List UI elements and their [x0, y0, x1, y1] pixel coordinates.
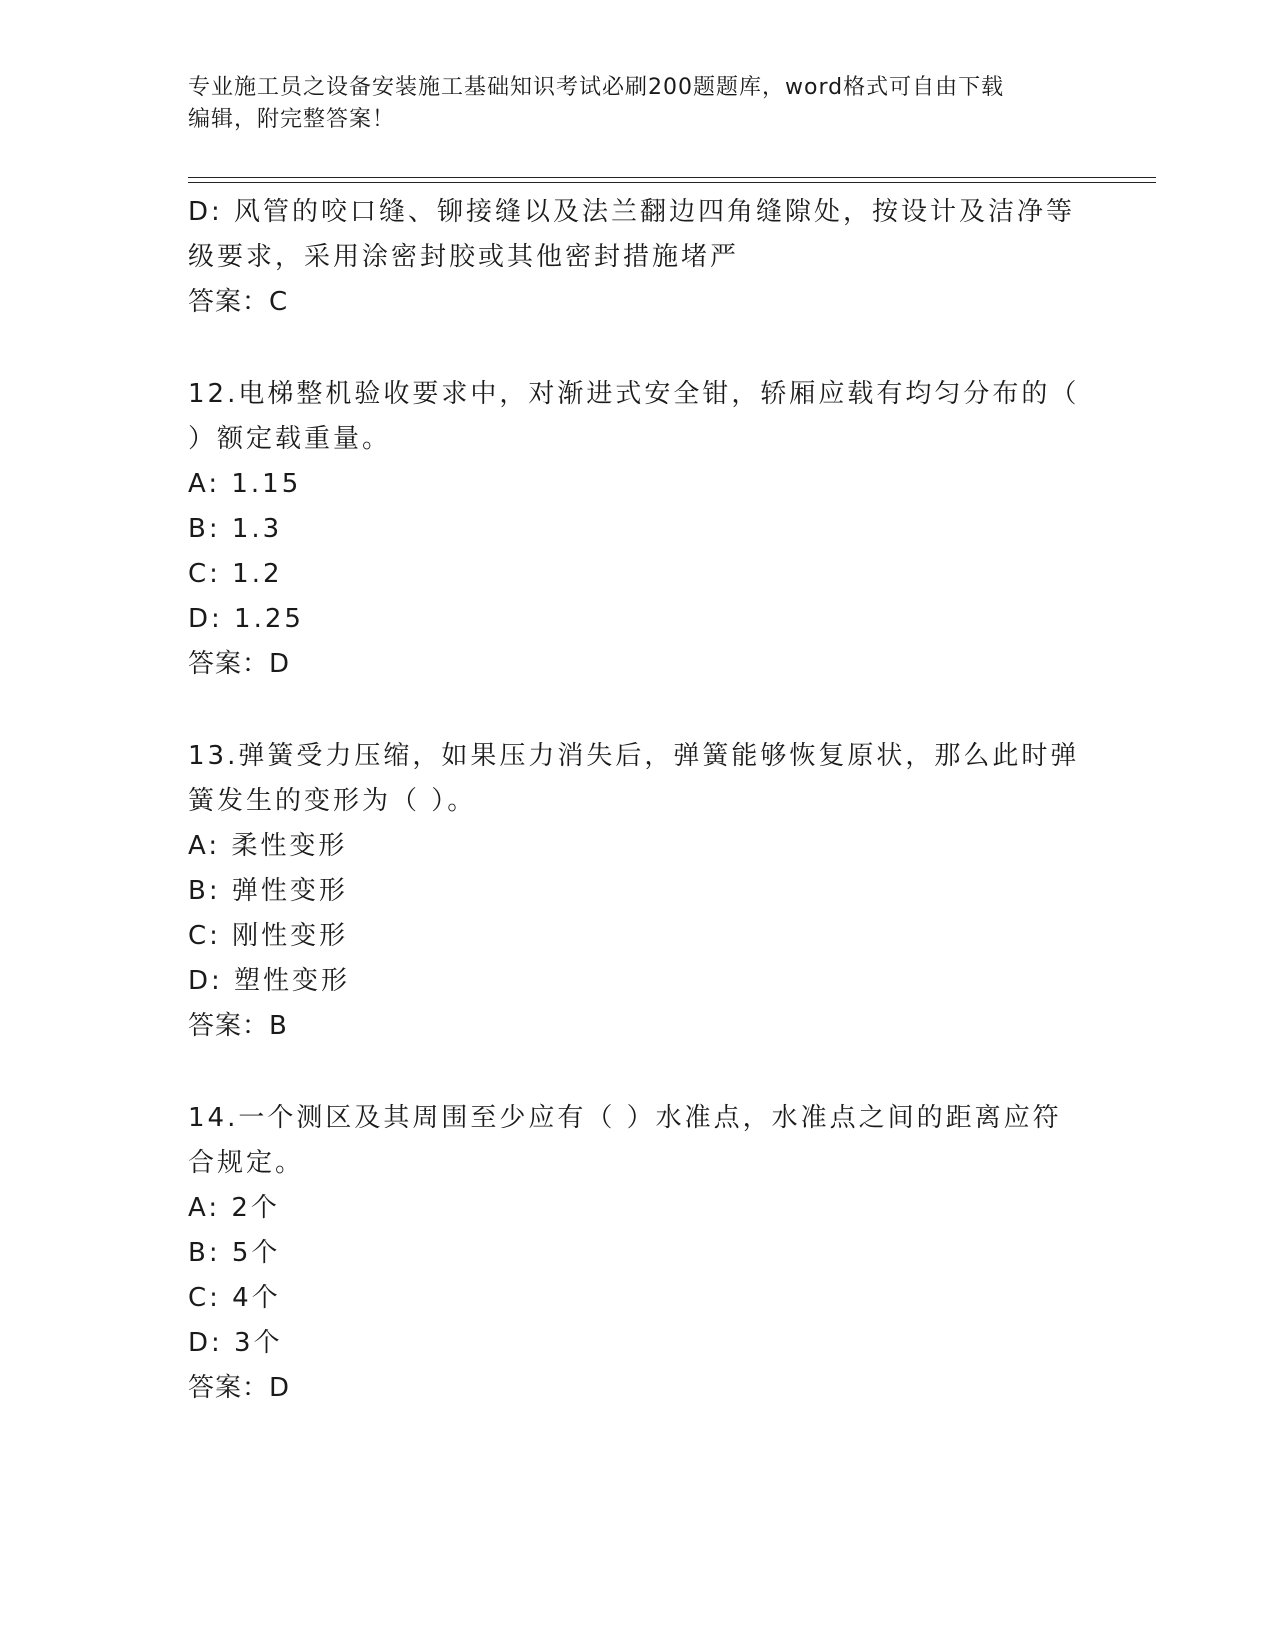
question-stem-line-2: ）额定载重量。	[188, 424, 392, 454]
option-a: A: 2个	[188, 1193, 280, 1223]
option-b: B: 5个	[188, 1238, 281, 1268]
answer-line: 答案：C	[188, 287, 289, 317]
answer-line: 答案：D	[188, 649, 291, 679]
question-stem-line-1: 12.电梯整机验收要求中，对渐进式安全钳，轿厢应载有均匀分布的（	[188, 379, 1080, 409]
spacer	[188, 325, 1078, 372]
header-title-line-1: 专业施工员之设备安装施工基础知识考试必刷200题题库，word格式可自由下载	[188, 75, 1005, 100]
question-stem-line-1: 13.弹簧受力压缩，如果压力消失后，弹簧能够恢复原状，那么此时弹	[188, 741, 1080, 771]
option-a: A: 1.15	[188, 469, 302, 499]
option-d-line-1: D: 风管的咬口缝、铆接缝以及法兰翻边四角缝隙处，按设计及洁净等	[188, 197, 1076, 227]
option-b: B: 弹性变形	[188, 876, 348, 906]
answer-line: 答案：D	[188, 1373, 291, 1403]
option-d: D: 塑性变形	[188, 966, 351, 996]
option-d: D: 1.25	[188, 604, 304, 634]
option-a: A: 柔性变形	[188, 831, 348, 861]
option-c: C: 刚性变形	[188, 921, 349, 951]
spacer	[188, 1049, 1078, 1096]
option-d: D: 3个	[188, 1328, 283, 1358]
answer-line: 答案：B	[188, 1011, 288, 1041]
document-body	[188, 190, 1078, 1411]
option-c: C: 1.2	[188, 559, 283, 589]
question-13	[188, 734, 1078, 1049]
question-stem-line-1: 14.一个测区及其周围至少应有（ ）水准点，水准点之间的距离应符	[188, 1103, 1062, 1133]
question-stem-line-2: 簧发生的变形为（ ）。	[188, 786, 477, 816]
question-14	[188, 1096, 1078, 1411]
previous-question-tail	[188, 190, 1078, 325]
header-title-line-2: 编辑，附完整答案！	[188, 107, 396, 132]
option-d-line-2: 级要求，采用涂密封胶或其他密封措施堵严	[188, 242, 740, 272]
spacer	[188, 687, 1078, 734]
header-divider-bottom	[188, 182, 1156, 183]
option-b: B: 1.3	[188, 514, 283, 544]
document-header	[188, 72, 1088, 136]
question-12	[188, 372, 1078, 687]
option-c: C: 4个	[188, 1283, 281, 1313]
header-divider-top	[188, 177, 1156, 178]
question-stem-line-2: 合规定。	[188, 1148, 305, 1178]
